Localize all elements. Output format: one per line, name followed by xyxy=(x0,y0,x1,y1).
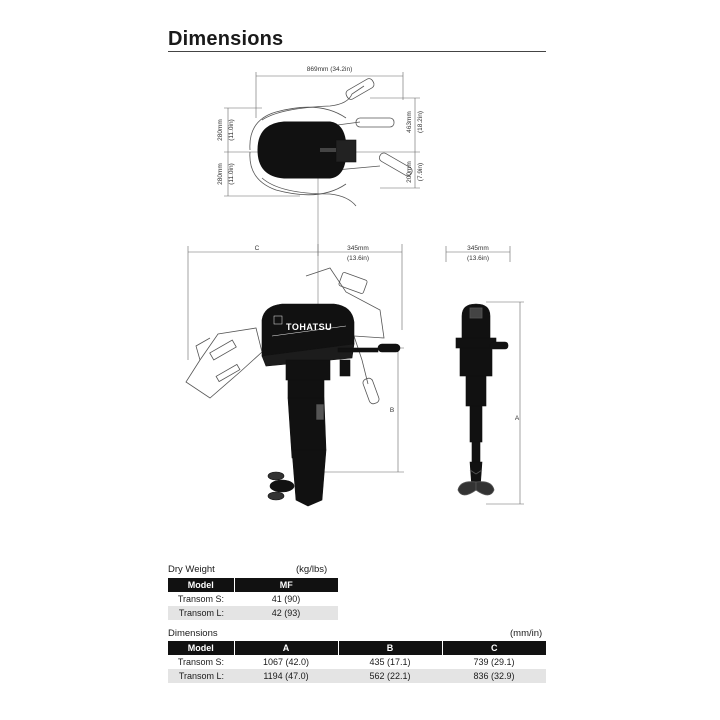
table-header-row xyxy=(168,578,338,592)
dry-weight-title: Dry Weight xyxy=(168,564,215,575)
side-view-b-label: B xyxy=(389,407,395,414)
top-view-lower-left-label: 280mm xyxy=(217,163,224,185)
column-header-model: Model xyxy=(168,578,234,592)
model-cell: Transom S: xyxy=(177,594,224,604)
dimensions-table xyxy=(168,641,546,683)
column-header-b: B xyxy=(338,641,442,655)
table-row xyxy=(168,669,546,683)
table-row xyxy=(168,592,338,606)
top-view-upper-right-inches: (18.2in) xyxy=(417,110,424,134)
page-title: Dimensions xyxy=(168,28,284,50)
top-view-lower-left-inches: (11.0in) xyxy=(228,163,235,185)
dry-weight-units: (kg/lbs) xyxy=(296,564,328,575)
dimension-b-cell: 562 (22.1) xyxy=(338,669,442,683)
model-cell: Transom L: xyxy=(168,606,234,620)
model-cell: Transom L: xyxy=(168,669,234,683)
column-header-a: A xyxy=(234,641,338,655)
table-row xyxy=(168,606,338,620)
dimension-a-cell: 1194 (47.0) xyxy=(234,669,338,683)
side-view-brand-label: TOHATSU xyxy=(286,322,333,332)
top-view-upper-left-inches: (11.0in) xyxy=(228,119,235,141)
rear-view-width-inches: (13.6in) xyxy=(466,255,490,262)
top-view-lower-right-label: 200mm xyxy=(406,161,413,183)
side-view-c-label: C xyxy=(254,245,260,252)
dimension-c-cell: 739 (29.1) xyxy=(473,657,515,667)
table-header-row xyxy=(168,641,546,655)
side-view-width-inches: (13.6in) xyxy=(346,255,370,262)
weight-cell: 41 (90) xyxy=(271,594,301,604)
top-view-upper-right-label: 463mm xyxy=(406,111,413,133)
top-view-lower-right-inches: (7.9in) xyxy=(417,162,424,182)
dimensions-table-title: Dimensions xyxy=(168,628,218,639)
top-view-upper-left-label: 280mm xyxy=(217,119,224,141)
dimension-c-cell: 836 (32.9) xyxy=(442,669,546,683)
side-view-width-label: 345mm xyxy=(347,245,369,252)
top-view-width-label: 869mm (34.2in) xyxy=(306,66,353,73)
rear-view-width-label: 345mm xyxy=(467,245,489,252)
dimension-a-cell: 1067 (42.0) xyxy=(262,657,310,667)
column-header-c: C xyxy=(442,641,546,655)
dimension-b-cell: 435 (17.1) xyxy=(369,657,411,667)
column-header-model: Model xyxy=(168,641,234,655)
rear-view-a-label: A xyxy=(514,415,520,422)
model-cell: Transom S: xyxy=(177,657,224,667)
column-header-mf: MF xyxy=(234,578,338,592)
table-row xyxy=(168,655,546,669)
dimensions-table-units: (mm/in) xyxy=(510,628,543,639)
weight-cell: 42 (93) xyxy=(234,606,338,620)
dry-weight-table xyxy=(168,578,338,620)
